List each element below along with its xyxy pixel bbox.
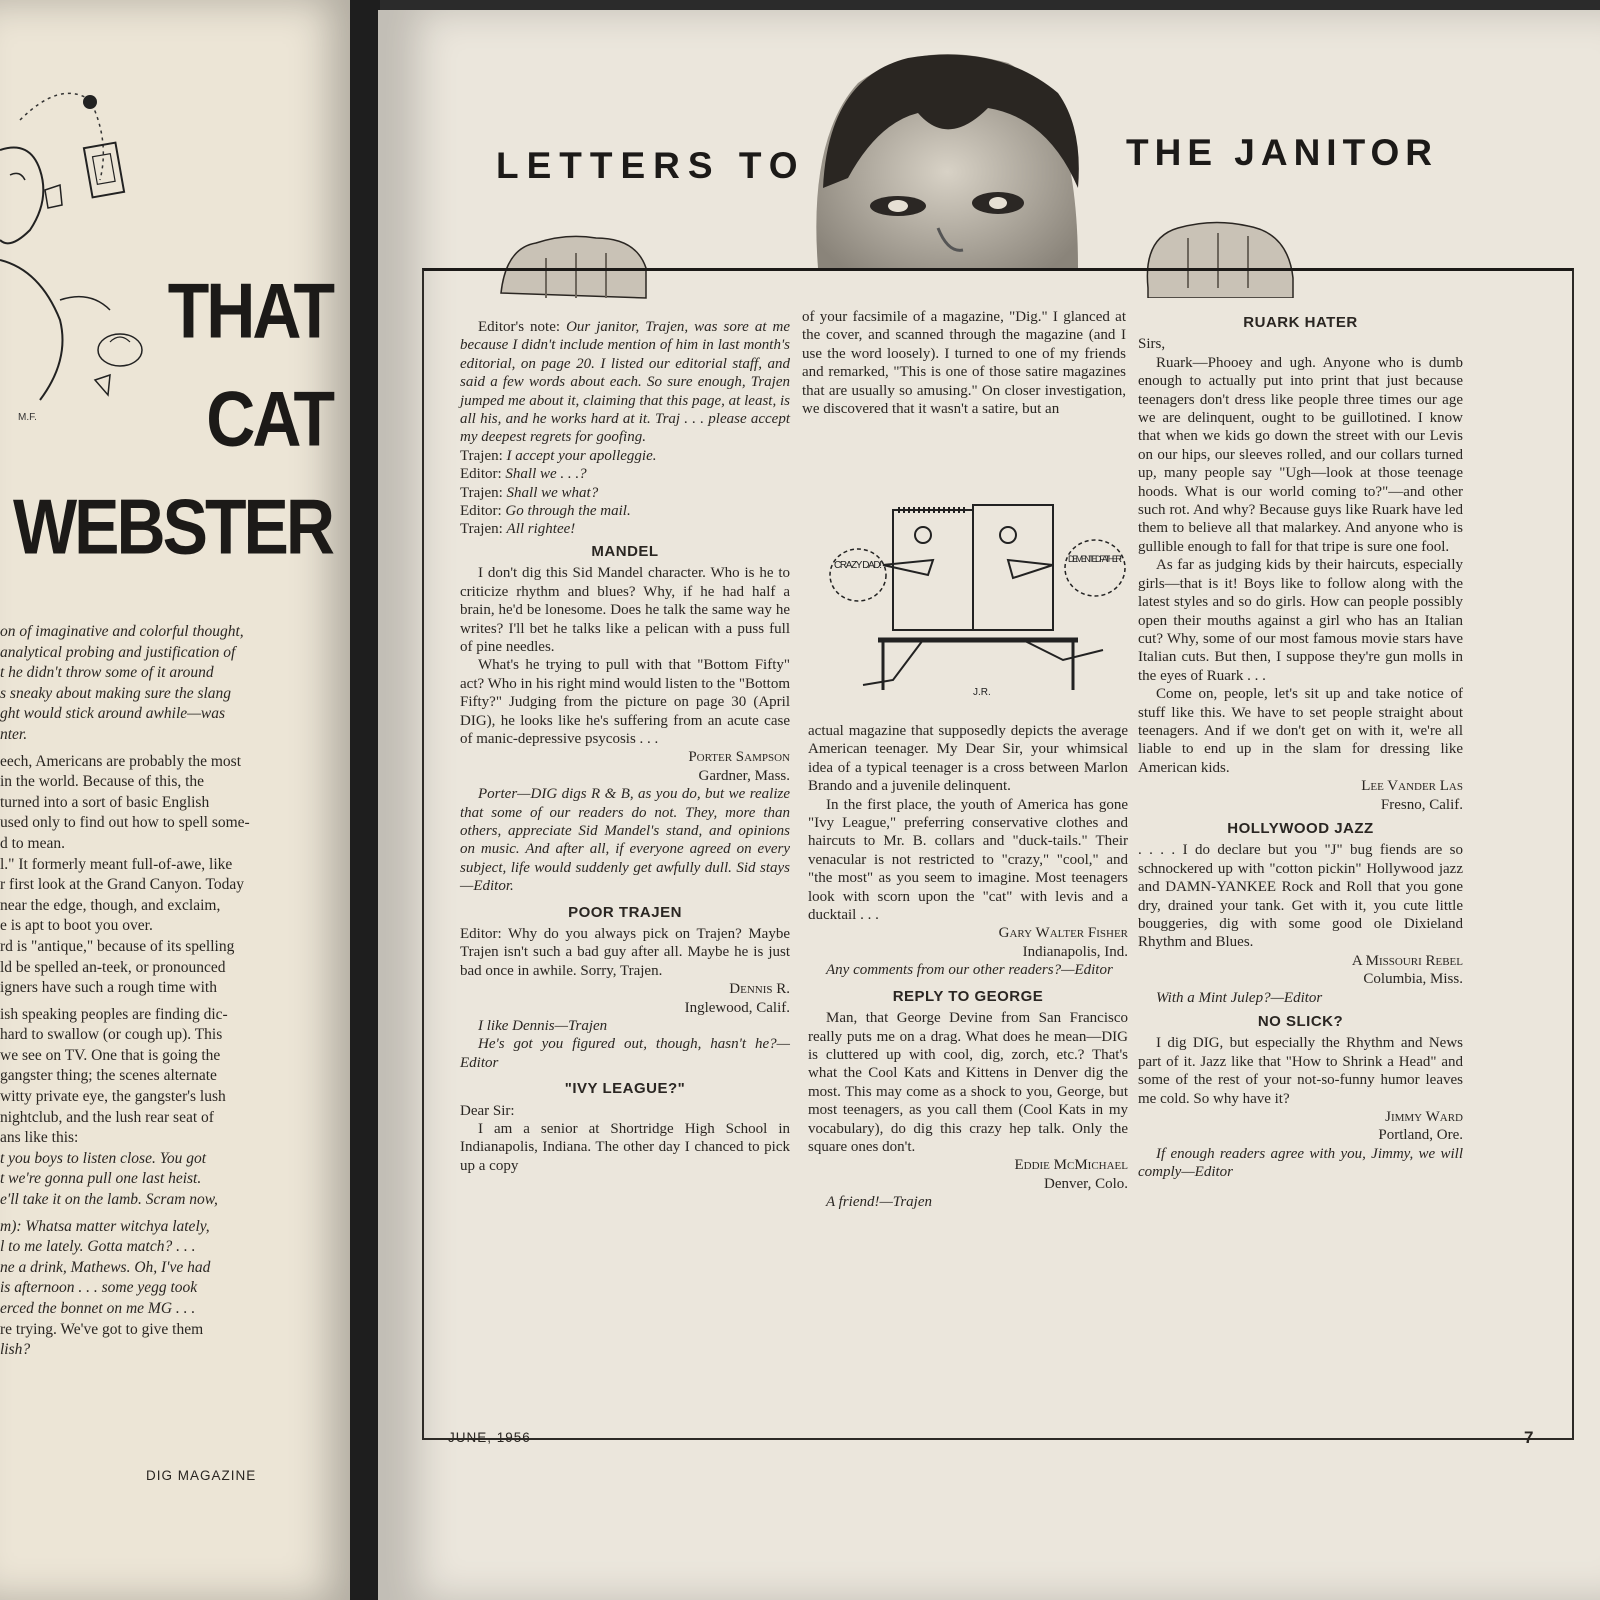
article-line: erced the bonnet on me MG . . .	[0, 1300, 196, 1317]
column-2-lower	[808, 722, 1128, 1212]
dialogue-speaker: Trajen:	[460, 521, 503, 538]
heading-mandel: MANDEL	[591, 542, 659, 560]
heading-ruark-hater: RUARK HATER	[1243, 314, 1358, 331]
janitor-photo	[798, 38, 1098, 268]
signature-jimmy: Jimmy Ward	[1385, 1109, 1463, 1126]
editor-reply-mandel: Porter—DIG digs R & B, as you do, but we realize that some of our readers do not. They, more than others, appreciate Sid Mandel's stand, and opinions on music. And after all, if everyone agreed on every subject, life would suddenly get awfully dull. Sid stays—Editor.	[460, 786, 790, 895]
article-line: m): Whatsa matter witchya lately,	[0, 1217, 210, 1235]
trajen-reply-george: A friend!—Trajen	[826, 1194, 932, 1211]
cartoon-signature: M.F.	[18, 412, 37, 423]
issue-date: JUNE, 1956	[448, 1430, 531, 1445]
signature-missouri-rebel: A Missouri Rebel	[1351, 952, 1463, 969]
editor-reply-ivy: Any comments from our other readers?—Editor	[826, 962, 1113, 979]
article-line: l to me lately. Gotta match? . . .	[0, 1238, 196, 1256]
article-line: s sneaky about making sure the slang	[0, 684, 232, 702]
article-line: ans like this:	[0, 1129, 79, 1147]
dialogue-text: I accept your apolleggie.	[506, 447, 657, 464]
article-line: we see on TV. One that is going the	[0, 1046, 221, 1064]
dialogue-speaker: Editor:	[460, 503, 502, 520]
editor-reply-hollywood: With a Mint Julep?—Editor	[1156, 989, 1323, 1006]
article-line: ne a drink, Mathews. Oh, I've had	[0, 1258, 211, 1276]
cartoon-signature-jr: J.R.	[973, 687, 991, 698]
editors-note: Our janitor, Trajen, was sore at me because I didn't include mention of him in last month's editorial, on page 20. I listed our editorial staff, and said a few words about each. So sure enough, Trajen jumped me about it, claiming that this page, at least, is all his, and he works hard at it. Traj . . . please accept my deepest regrets for goofing.	[460, 319, 790, 446]
article-line: nter.	[0, 725, 28, 743]
heading-no-slick: NO SLICK?	[1257, 1013, 1344, 1031]
trajen-reply: I like Dennis—Trajen	[478, 1018, 608, 1035]
header-title-right: THE JANITOR	[1126, 132, 1439, 173]
article-line: gangster thing; the scenes alternate	[0, 1067, 217, 1085]
place-inglewood: Inglewood, Calif.	[684, 999, 790, 1016]
place-denver: Denver, Colo.	[1044, 1175, 1128, 1192]
dialogue-text: Go through the mail.	[505, 503, 631, 520]
signature-gary: Gary Walter Fisher	[998, 925, 1128, 942]
dialogue-line	[460, 484, 790, 502]
signature-lee: Lee Vander Las	[1361, 778, 1463, 795]
dialogue-speaker: Trajen:	[460, 484, 503, 501]
article-line: r first look at the Grand Canyon. Today	[0, 876, 244, 894]
page-number: 7	[1524, 1428, 1534, 1447]
mandel-p2: What's he trying to pull with that "Bottom Fifty" act? Who in his right mind would listen to the "Bottom Fifty?" Judging from the picture on page 30 (April DIG), he looks like he's suffering from an acute case of manic-depressive psycosis . . .	[460, 657, 790, 747]
editor-reply-dennis: He's got you figured out, though, hasn't he?—Editor	[460, 1036, 790, 1071]
place-fresno: Fresno, Calif.	[1380, 796, 1463, 813]
juggler-cartoon	[0, 80, 170, 440]
place-indianapolis: Indianapolis, Ind.	[1022, 943, 1128, 960]
dialogue-line	[460, 447, 790, 465]
title-word-that: THAT	[167, 267, 332, 355]
dialogue-line	[460, 465, 790, 483]
heading-reply-to-george: REPLY TO GEORGE	[892, 987, 1044, 1005]
ivy-salutation: Dear Sir:	[460, 1102, 515, 1119]
noslick-body: I dig DIG, but especially the Rhythm and News part of it. Jazz like that "How to Shrink a Head" and some of the rest of your not-so-funny humor leaves me cold. So why have it?	[1138, 1035, 1463, 1107]
article-line: t you boys to listen close. You got	[0, 1149, 207, 1167]
signature-eddie: Eddie McMichael	[1014, 1157, 1128, 1174]
article-line: analytical probing and justification of	[0, 643, 236, 661]
mandel-p1: I don't dig this Sid Mandel character. Who is he to criticize rhythm and blues? Why, if he had half a brain, he'd be lonesome. Does he talk the same way he writes? I'll bet he talks like a pelican with a puss full of pine needles.	[460, 565, 790, 655]
article-line: used only to find out how to spell some-	[0, 814, 250, 832]
article-line: eech, Americans are probably the most	[0, 752, 242, 770]
article-line: t we're gonna pull one last heist.	[0, 1170, 202, 1188]
split-face-cartoon	[823, 490, 1133, 710]
dialogue-speaker: Trajen:	[460, 447, 503, 464]
dialogue-line	[460, 502, 790, 520]
heading-poor-trajen: POOR TRAJEN	[568, 903, 682, 921]
article-line: ish speaking peoples are finding dic-	[0, 1005, 228, 1023]
article-line: l." It formerly meant full-of-awe, like	[0, 855, 233, 873]
bubble-demented-father: DEMENTED FATHER!	[1068, 554, 1122, 564]
left-page	[0, 0, 360, 1600]
article-line: nightclub, and the lush rear seat of	[0, 1108, 214, 1126]
article-line: igners have such a rough time with	[0, 979, 217, 997]
dialogue	[460, 447, 790, 539]
article-line: re trying. We've got to give them	[0, 1320, 204, 1338]
article-line: lish?	[0, 1341, 31, 1359]
place-portland: Portland, Ore.	[1378, 1127, 1463, 1144]
ruark-p1: Ruark—Phooey and ugh. Anyone who is dumb enough to actually put into print that just because teenagers don't dress like people three times our age we are delinquent, ought to be guillotined. I know that when we kids go down the street with our Levis on our hips, our sleeves rolled, and our collars turned up, many people say "Ugh—look at those teenage hoods. What is our world coming to?"—and other such rot. And why? Because guys like Ruark have led them to believe all that malarkey. And anyone who is gullible enough to fall for that tripe is sure one fool.	[1138, 354, 1463, 555]
article-line: ld be spelled an-teek, or pronounced	[0, 958, 226, 976]
left-page-footer: DIG MAGAZINE	[146, 1468, 257, 1483]
dialogue-speaker: Editor:	[460, 466, 502, 483]
place-gardner: Gardner, Mass.	[698, 767, 790, 784]
heading-hollywood-jazz: HOLLYWOOD JAZZ	[1227, 819, 1374, 837]
ruark-p2: As far as judging kids by their haircuts, especially girls—that is it! Boys like to follow along with the latest styles and so do girls. How can people possibly open their mouths against a girl who has an Italian cut? Why, some of our most famous movie stars have Italian cuts. But then, I suppose they're gun molls in the eyes of Ruark . . .	[1138, 557, 1463, 684]
ivy-continued: of your facsimile of a magazine, "Dig." I glanced at the cover, and scanned through the magazine (and I use the word loosely). I turned to one of my friends and remarked, "This is one of those satire magazines that are usually so amusing." On closer investigation, we discovered that it wasn't a satire, but an	[802, 309, 1126, 418]
ivy-p1: I am a senior at Shortridge High School in Indianapolis, Indiana. The other day I chanced to pick up a copy	[460, 1121, 790, 1174]
ivy-p3: In the first place, the youth of America has gone "Ivy League," preferring conservative clothes and haircuts to Mr. B. collars and "duck-tails." Their venacular is not restricted to "crazy," "cool," and "the most" as you seem to imagine. Most teenagers look with scorn upon the "cat" with levis and a ducktail . . .	[808, 796, 1128, 924]
title-word-webster: WEBSTER	[13, 483, 332, 571]
column-1	[460, 318, 790, 1175]
place-columbia: Columbia, Miss.	[1363, 971, 1463, 988]
article-line: is afternoon . . . some yegg took	[0, 1279, 198, 1297]
article-line: t he didn't throw some of it around	[0, 664, 214, 682]
ruark-p3: Come on, people, let's sit up and take notice of stuff like this. We have to set people straight about teenagers. And if we don't get on with it, we're all liable to end up in the slam for dressing like American kids.	[1138, 686, 1463, 776]
dialogue-text: Shall we what?	[506, 484, 599, 501]
title-word-cat: CAT	[206, 375, 332, 463]
george-body: Man, that George Devine from San Francisco really puts me on a drag. What does he mean—DIG is cluttered up with cool, dig, zorch, etc.? That's what the Cool Kats and Kittens in Denver dig the most. This may come as a shock to you, George, but most teenagers, as you call them (Cool Kats in my vocabulary), do dig this crazy hep talk. Only the square ones don't.	[808, 1010, 1128, 1155]
header-title-left: LETTERS TO	[496, 145, 806, 186]
editors-note-label: Editor's note:	[478, 319, 561, 335]
dialogue-text: All rightee!	[506, 521, 576, 538]
hollywood-body: . . . . I do declare but you "J" bug fiends are so schnockered up with "cotton pickin" Hollywood jazz and DAMN-YANKEE Rock and Roll that you gone dry, drained your tank. Get with it, you cute little bouggeries, dig with some good ole Dixieland Rhythm and Blues.	[1138, 842, 1463, 951]
article-body	[0, 622, 318, 1361]
article-line: witty private eye, the gangster's lush	[0, 1088, 226, 1106]
page-gutter	[350, 0, 380, 1600]
article-line: e is apt to boot you over.	[0, 917, 153, 935]
ivy-continued-2: actual magazine that supposedly depicts the average American teenager. My Dear Sir, your whimsical idea of a typical teenager is a cross between Marlon Brando and a juvenile delinquent.	[808, 723, 1128, 795]
article-line: on of imaginative and colorful thought,	[0, 623, 244, 640]
article-line: near the edge, though, and exclaim,	[0, 896, 221, 914]
signature-dennis: Dennis R.	[729, 981, 790, 998]
dialogue-line	[460, 520, 790, 538]
poor-trajen-body: Editor: Why do you always pick on Trajen? Maybe Trajen isn't such a bad guy after all. Maybe he is just bad once in awhile. Sorry, Trajen.	[460, 926, 790, 979]
article-line: turned into a sort of basic English	[0, 793, 210, 811]
column-3	[1138, 310, 1463, 1182]
editor-reply-noslick: If enough readers agree with you, Jimmy, we will comply—Editor	[1138, 1145, 1463, 1181]
article-line: hard to swallow (or cough up). This	[0, 1026, 223, 1044]
heading-ivy-league: "IVY LEAGUE?"	[564, 1080, 686, 1098]
dialogue-text: Shall we . . .?	[505, 466, 587, 483]
right-page	[378, 10, 1600, 1600]
article-line: d to mean.	[0, 834, 65, 852]
article-line: in the world. Because of this, the	[0, 773, 205, 791]
ruark-salutation: Sirs,	[1138, 336, 1166, 353]
signature-porter: Porter Sampson	[688, 749, 790, 766]
article-line: e'll take it on the lamb. Scram now,	[0, 1191, 218, 1209]
bubble-crazy-dad: CRAZY DAD!	[834, 560, 882, 571]
column-2	[802, 308, 1126, 418]
article-line: ght would stick around awhile—was	[0, 705, 226, 723]
article-line: rd is "antique," because of its spelling	[0, 937, 235, 955]
